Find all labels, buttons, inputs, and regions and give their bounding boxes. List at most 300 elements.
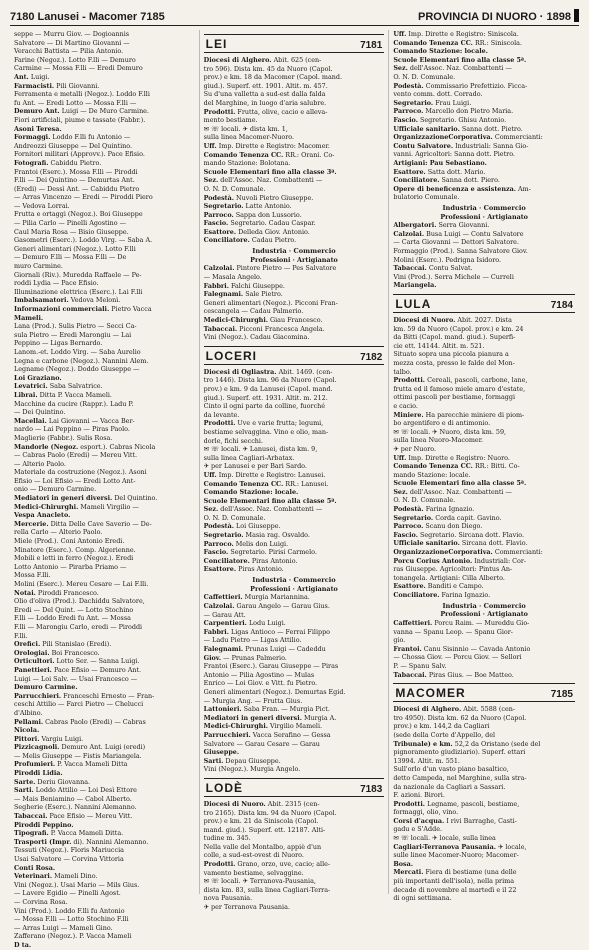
text-line: Veracchi Battista — Pilia Antonio. [14, 47, 124, 56]
text-line: Esattore. Satta dott. Mario. [393, 167, 486, 176]
text-line: Sez. dell'Assoc. Naz. Combattenti — [393, 64, 512, 73]
text-line: dista km. 83, sulla linea Cagliari-Terra- [203, 885, 331, 894]
entry-header-macomer [393, 683, 575, 702]
text-line: seppe — Murru Giov. — Dogioannis [14, 30, 130, 38]
text-line: Panettieri. Pace Efisio — Demuro Ant. [14, 665, 142, 674]
text-line: Tabaccai. Pace Efisio — Mereu Vitt. [14, 812, 133, 821]
text-line: Diocesi di Nuoro. Abit. 2315 (cen- [203, 799, 320, 808]
text-line: Generi alimentari (Negoz.). Demurtas Egid. [203, 687, 346, 696]
text-line: Tabaccai. Contu Salvat. [393, 264, 473, 273]
text-line: Vini (Prod.). Loddo F.lli fu Antonio [14, 906, 125, 915]
text-line: Scuole Elementari fino alla classe 5ª. [393, 479, 527, 488]
text-line: O. N. D. Comunale. [393, 72, 456, 81]
text-line: Podestà. Loi Giuseppe. [203, 522, 281, 531]
text-line: — Vedova Lorrai. [14, 201, 70, 210]
text-line: Giov. — Prunas Palmerio. [203, 653, 287, 662]
text-line: Caffettieri. Murgia Mariannina. [203, 593, 310, 602]
text-line: bo argentifero e di antimonio. [393, 419, 491, 428]
entry-header-lei [204, 34, 385, 53]
text-line: Ufficiale sanitario. Sanna dott. Pietro. [393, 124, 523, 133]
text-line: Frantoi. Canu Sisinnio — Cavada Antonio [393, 644, 531, 653]
text-line: Esattore. Piras Antonio. [203, 565, 284, 574]
text-line: Medici-Chirurghi. Virgilio Mameli. [203, 722, 323, 731]
text-line: onio — Demuro Carmine. [14, 485, 97, 494]
text-line: ✈ per Nuoro. [393, 444, 437, 453]
text-line: Formaggio (Prod.). Sanna Salvatore Giov. [393, 247, 528, 256]
industry-subheading: Professioni · Artigianato [440, 212, 528, 221]
text-line: Imbalsamatori. Vedova Melonì. [14, 296, 121, 305]
text-line: Lattonieri. Saba Fran. — Murgia Pict. [203, 705, 330, 714]
text-line: d'Albino. [14, 708, 43, 717]
industry-heading: Industria · Commercio [442, 203, 526, 212]
text-line: Vini (Negoz.). Usai Mario — Mils Gius. [14, 880, 140, 889]
text-line: Zafferano (Negoz.). P. Vacca Mameli [14, 932, 132, 941]
text-line: Mandorle (Negoz. esport.). Cabras Nicola [14, 442, 156, 451]
text-line: Giuseppe. [203, 748, 240, 757]
header-right-text: PROVINCIA DI NUORO · 1898 [417, 11, 571, 23]
lei-industry-list [204, 264, 385, 341]
town-name: LOCERI [205, 348, 257, 363]
text-line: vamento bestiame, selvaggine. [203, 868, 304, 877]
text-line: Notai. Piroddi Francesco. [14, 588, 99, 597]
text-line: Conti Rosa. [14, 863, 56, 872]
header-right [418, 9, 579, 23]
header-left: 7180 Lanusei - Macomer 7185 [10, 11, 165, 23]
text-line: Medici-Chirurghi. Giau Francesco. [203, 316, 323, 325]
text-line: Prodotti. Uve e varie frutta; legumi, [203, 419, 324, 428]
text-line: Carmine — Mossa F.lli — Eredi Demuro [14, 64, 143, 73]
text-line: Librai. Ditta P. Vacca Mameli. [14, 390, 112, 399]
text-line: Andreozzi Giuseppe — Del Quintino. [14, 141, 133, 150]
text-line: del Marghine, in luogo d'aria salubre. [203, 98, 327, 107]
text-line: bestiame selvaggina. Vino e olio, man- [203, 427, 329, 436]
text-line: Parrucchieri. Vacca Serafino — Gessa [203, 730, 331, 739]
text-line: Antonio — Pilia Agostino — Mulas [203, 670, 315, 679]
text-line: cie ett. 14144. Altit. m. 521. [393, 341, 485, 350]
text-line: ras Giuseppe. Agricoltori: Pintus An- [393, 565, 513, 574]
text-line: Sarti. Loddo Attilio — Loi Desì Ettore [14, 786, 137, 795]
text-line: F.lli — Dei Quintino — Demurtas Ant. [14, 176, 135, 185]
text-line: Lotto Antonio — Pirarba Priamo — [14, 562, 127, 571]
text-line: Esattore. Delleda Giov. Antonio. [203, 227, 310, 236]
industry-heading: Industria · Commercio [252, 576, 336, 585]
text-line: Ant. Luigi. [14, 72, 50, 81]
text-line: Minatore (Eserc.). Comp. Algerienne. [14, 545, 136, 554]
text-line: giud.). Superf. ett. 1901. Altit. m. 457. [203, 81, 328, 90]
text-line: sulla linea Cagliari-Arbatax. [203, 453, 295, 462]
text-line: Podestà. Commissario Prefettizio. Ficca- [393, 81, 528, 90]
text-line: Miniere. Ha parecchie miniere di piom- [393, 410, 525, 419]
text-line: Legna e carbone (Negoz.). Nannini Alem. [14, 356, 149, 365]
text-line: — Mais Beniamino — Cabol Alberto. [14, 794, 132, 803]
text-line: nova Pausania. [203, 894, 253, 903]
text-line: D ta. [14, 940, 32, 949]
text-line: tudine m. 345. [203, 834, 251, 843]
town-code: 7181 [360, 40, 383, 51]
text-line: Comando Tenenza CC. RR.: Siniscola. [393, 38, 522, 47]
text-line: Vespa Anacleto. [14, 511, 71, 520]
text-line: O. N. D. Comunale. [393, 496, 456, 505]
text-line: Sez. dell'Assoc. Naz. Combattenti — [203, 176, 323, 185]
text-line: Maglierie (Fabbr.). Sulis Rosa. [14, 433, 113, 442]
text-line: Orefici. Pili Stanislao (Eredi). [14, 640, 112, 649]
text-line: ottimi pascoli per bestiame, formaggi [393, 393, 516, 402]
text-line: da levante. [203, 410, 240, 419]
text-line: giud.). Superf. ett. 1931. Altit. m. 212. [203, 393, 328, 402]
text-line: Situato sopra una piccola pianura a [393, 350, 509, 359]
text-line: ✉ ☏ locali. ✈ locale, sulla linea [393, 834, 496, 843]
text-line: Diocesi di Ogliastra. Abit. 1469. (cen- [203, 367, 333, 376]
text-line: Trasporti (Impr. di). Nannini Alemanno. [14, 837, 149, 846]
text-line: di ogni settimana. [393, 894, 452, 903]
text-line: Nella valle del Montalbo, appiè d'un [203, 842, 322, 851]
text-line: Falegnami. Prunas Luigi — Cadeddu [203, 645, 326, 653]
column-lanusei-directory [10, 30, 200, 949]
text-line: fu Ant. — Eredi Lotto — Mossa F.lli — [14, 98, 137, 107]
text-line: sulle linee Macomer-Nuoro; Macomer- [393, 851, 519, 860]
text-line: Prodotti. Frutta, olive, cacio e alleva- [203, 107, 328, 116]
page-header [10, 8, 579, 26]
text-line: prov.) e km. 21 da Siniscola (Capol. [203, 817, 319, 826]
text-line: Mariangela. [393, 281, 437, 290]
text-line: Mediatori in generi diversi. Murgia A. [203, 713, 337, 722]
text-line: — Carta Giovanni — Dettori Salvatore. [393, 238, 520, 247]
text-line: nardo — Lai Peppino — Piras Paolo. [14, 425, 130, 434]
text-line: Carpentieri. Lodu Luigi. [203, 619, 286, 628]
text-line: Orticultori. Lotto Ser. — Sanna Luigi. [14, 657, 140, 666]
text-line: Ferramenta e metalli (Negoz.). Loddo F.lli [14, 90, 150, 99]
text-line: Mobili e letti in ferro (Negoz.). Eredi [14, 554, 134, 563]
text-line: Demuro Ant. Luigi — De Muro Carmine. [14, 107, 149, 116]
industry-subheading: Professioni · Artigianato [440, 610, 528, 619]
town-code: 7184 [550, 300, 573, 312]
text-line: Falegnami. Sale Pietro. [203, 290, 283, 299]
text-line: Macchine da cucire (Rappr.). Ladu P. [14, 399, 134, 408]
text-line: Demuro Carmine. [14, 683, 78, 692]
text-line: Mercerie. Ditta Delle Cave Saverio — De- [14, 519, 152, 528]
text-line: Fabbri. Falchi Giuseppe. [203, 281, 285, 290]
text-line: Vini (Negoz.). Murgia Angelo. [203, 765, 301, 774]
text-line: mezza costa, presso le falde del Mon- [393, 358, 515, 367]
text-line: 13994. Altit. m. 551. [393, 756, 460, 765]
column-middle [200, 30, 390, 912]
text-line: Comando Stazione: locale. [393, 47, 488, 56]
text-line: Olio d'oliva (Prod.). Dachiddu Salvatore, [14, 597, 145, 606]
lei-description [204, 56, 385, 245]
text-line: Vini (Negoz.). Cadau Giacomina. [203, 333, 310, 342]
text-line: Fornitori militari (Approvv.). Pace Efisio. [14, 150, 145, 159]
text-line: rella Carlo — Alterio Paolo. [14, 528, 103, 537]
text-line: mando Stazione: Bolotana. [203, 159, 291, 168]
text-line: Pellami. Cabras Paolo (Eredi) — Cabras [14, 717, 146, 726]
page-tab-mark [574, 9, 579, 22]
text-line: Corsi d'acqua. I rivi Barraghe, Casti- [393, 816, 517, 825]
industry-subheading: Professioni · Artigianato [250, 255, 338, 264]
text-line: Molini (Eserc.). Pedrigna Isidoro. [393, 255, 502, 264]
text-line: Conciliatore. Piras Antonio. [203, 556, 298, 565]
text-line: Fabbri. Ligas Antioco — Ferrai Filippo [203, 627, 331, 636]
text-line: Prodotti. Cereali, pascoli, carbone, lane, [393, 376, 528, 385]
text-line: Cinto il ogni parte da colline, fuorché [203, 402, 326, 411]
text-line: O. N. D. Comunale. [203, 513, 266, 522]
text-line: — Garau Att. [203, 610, 246, 619]
text-line: Macellai. Lai Giovanni — Vacca Ber- [14, 416, 135, 425]
text-line: formaggi, olio, vino. [393, 808, 459, 817]
text-line: Mameli. [14, 313, 44, 322]
text-line: Frantoi (Eserc.). Mossa F.lli — Piroddi [14, 167, 138, 176]
text-line: Cagliari-Terranova Pausania. ✈ locale, [393, 842, 527, 851]
text-line: Porcu Corius Antonio. Industriali: Cor- [393, 556, 527, 565]
text-line: Mediatori in generi diversi. Del Quintino. [14, 494, 158, 503]
text-line: Podestà. Farina Ignazio. [393, 505, 475, 514]
text-line: Levatrici. Saba Salvatrice. [14, 382, 103, 391]
text-line: cescangela — Cadau Palmerio. [203, 307, 304, 316]
text-line: Su d'una valletta a sud-est dalla falda [203, 90, 326, 99]
text-line: bulatorio Comunale. [393, 193, 460, 202]
text-line: Segretario. Masia rag. Osvaldo. [203, 531, 310, 540]
text-line: Artigiani: Pau Sebastiano. [393, 158, 487, 167]
text-line: ✈ per Lanusei e per Bari Sardo. [203, 462, 307, 471]
text-line: Pizzicagnoli. Demuro Ant. Luigi (eredi) [14, 743, 146, 752]
text-line: Sarti. Depau Giuseppe. [203, 756, 281, 765]
text-line: muro Carmine. [14, 262, 63, 271]
entry-header-lode [204, 778, 385, 797]
text-line: — Ladu Pietro — Ligas Attilio. [203, 636, 302, 645]
text-line: pignoramento giudiziario). Superf. ettari [393, 748, 526, 757]
text-line: Enrico — Loi Giov. e Vitt. fu Pietro. [203, 679, 318, 688]
text-line: O. N. D. Comunale. [203, 184, 266, 193]
text-line: Uff. Imp. Dirette e Registro: Siniscola. [393, 30, 519, 38]
text-line: ceschi Attilio — Farci Pietro — Chelucci [14, 700, 144, 709]
text-line: prov.) e km. 18 da Macomer (Capol. mand. [203, 73, 343, 82]
text-line: Sull'orlo d'un vasto piano basaltico, [393, 765, 509, 774]
text-line: Peppino — Ligas Bernardo. [14, 339, 103, 348]
text-line: vento comm. dott. Corrado. [393, 90, 483, 99]
text-line: Legname (Negoz.). Doddo Giuseppe — [14, 365, 140, 374]
entry-header-lula [393, 294, 575, 313]
text-line: Diocesi di Alghero. Abit. 5588 (cen- [393, 705, 516, 714]
text-line: Calzolai. Busa Luigi — Contu Salvatore [393, 229, 524, 238]
text-line: Vini (Prod.). Serra Michele — Curreli [393, 272, 514, 281]
text-line: Generi alimentari (Negoz.). Picconi Fran- [203, 298, 338, 307]
text-line: Fotografi. Cabiddu Pietro. [14, 158, 102, 167]
town-name: LODÈ [205, 780, 243, 795]
text-line: — Arras Vincenzo — Eredi — Piroddi Piero [14, 193, 153, 202]
text-line: Opere di beneficenza e assistenza. Am- [393, 184, 531, 193]
text-line: Conciliatore. Cadau Pietro. [203, 236, 297, 245]
text-line: km. 59 da Nuoro (Capol. prov.) e km. 24 [393, 324, 524, 333]
text-line: — Mossa F.lli — Lotto Stochino F.lli [14, 915, 129, 924]
text-line: Veterinari. Mameli Dino. [14, 872, 98, 881]
text-line: Prodotti. Legname, pascoli, bestiame, [393, 799, 520, 808]
text-line: (Eredi) — Dessì Ant. — Cabiddu Pietro [14, 184, 140, 193]
text-line: Uff. Imp. Dirette e Registro: Lanusei. [203, 470, 326, 479]
text-line: — Dei Quintino. [14, 408, 66, 417]
text-line: mand. giud.). Superf. ett. 12187. Alti- [203, 825, 326, 834]
text-line: Scuole Elementari fino alla classe 5ª. [203, 496, 337, 505]
text-line: Lana (Prod.). Sulis Pietro — Secci Ca- [14, 322, 137, 331]
text-line: Conciliatore. Sanna dott. Piero. [393, 176, 500, 185]
text-line: Miele (Prod.). Coni Antonio Eredi. [14, 537, 125, 546]
text-line: tro 1446). Dista km. 96 da Nuoro (Capol. [203, 376, 337, 385]
text-line: Loi Graziano. [14, 373, 62, 382]
text-line: Profumieri. P. Vacca Mameli Ditta [14, 760, 128, 769]
text-line: da Bitti (Capol. mand. giud.). Superfi- [393, 333, 516, 342]
text-line: Tabaccai. Piras Gius. — Boe Matteo. [393, 670, 514, 679]
text-line: Piroddi Peppino. [14, 820, 74, 829]
town-name: LEI [205, 37, 228, 51]
town-name: LULA [395, 297, 432, 312]
text-line: gio. [393, 636, 406, 645]
text-line: ✈ per Terranova Pausania. [203, 903, 290, 912]
lula-description [393, 316, 575, 600]
text-line: Tabaccai. Picconi Francesca Angela. [203, 324, 325, 333]
text-line: — Chossa Giov. — Porcu Giov. — Sellori [393, 653, 522, 662]
text-line: Mercati. Fiera di bestiame (una delle [393, 868, 517, 877]
text-line: — Masala Angelo. [203, 273, 262, 282]
text-line: Mossa F.lli. [14, 571, 51, 580]
text-line: tonangela. Artigiani: Cilla Alberto. [393, 573, 505, 582]
text-line: roddi Lydia — Pace Efisio. [14, 279, 99, 288]
text-line: Albergatori. Serra Giovanni. [393, 221, 490, 230]
text-line: — Melis Giuseppe — Fistis Mariangela. [14, 751, 142, 760]
text-line: Tribunale) e km. 52,2 da Oristano (sede del [393, 739, 541, 748]
text-line: Comando Tenenza CC. RR.: Lanusei. [203, 479, 329, 488]
text-line: Gasometri (Eserc.). Loddo Virg. — Saba A. [14, 236, 153, 245]
text-line: Bosa. [393, 859, 413, 868]
text-line: detto Campeda, nel Marghine, sulla stra- [393, 773, 527, 782]
columns [10, 30, 579, 949]
text-line: Salvatore — Di Martino Giovanni — [14, 38, 130, 47]
text-line: F.lli. [14, 631, 28, 640]
macomer-description [393, 705, 575, 903]
text-line: Medici-Chirurghi. Mameli Virgilio — [14, 502, 139, 511]
text-line: Parroco. Sappa don Lussorio. [203, 210, 302, 219]
text-line: Asoni Teresa. [14, 124, 62, 133]
text-line: Caul Maria Rosa — Bisio Giuseppe. [14, 227, 129, 236]
text-line: Contu Salvatore. Industriali: Sanna Gio- [393, 141, 529, 150]
text-line: Ufficiale sanitario. Sircana dott. Flavio. [393, 539, 528, 548]
text-line: Conciliatore. Farina Ignazio. [393, 591, 491, 600]
text-line: Giornali (Riv.). Muredda Raffaele — Pe- [14, 270, 142, 279]
text-line: Scuole Elementari fino alla classe 5ª. [393, 55, 527, 64]
text-line: mento bestiame. [203, 116, 258, 125]
text-line: Calzolai. Pintore Pietro — Pes Salvatore [203, 264, 337, 273]
text-line: — Demuro F.lli — Mossa F.lli — De [14, 253, 127, 262]
column-right [389, 30, 579, 903]
text-line: Segretario. Corda capit. Gavino. [393, 513, 502, 522]
text-line: Fiori artificiali, piume e tassate (Fabbr.). [14, 115, 146, 124]
text-line: talbo. [393, 367, 412, 376]
text-line: — Arras Luigi — Mameli Gino. [14, 923, 113, 932]
text-line: Parroco. Melis don Luigi. [203, 539, 289, 548]
text-line: dorle, fichi secchi. [203, 436, 263, 445]
text-line: Tessuti (Negoz.). Floris Mariuccia [14, 846, 124, 855]
text-line: Fascio. Segretario. Ghisu Antonio. [393, 115, 507, 124]
text-line: Segherie (Eserc.). Nannini Alemanno. [14, 803, 137, 812]
text-line: P. — Spanu Salv. [393, 661, 447, 670]
text-line: Sez. dell'Assoc. Naz. Combattenti — [393, 487, 512, 496]
text-line: Diocesi di Nuoro. Abit. 2027. Dista [393, 316, 512, 325]
text-line: Lanom.-et. Loddo Virg. — Saba Aurelio [14, 347, 141, 356]
text-line: Formaggi. Loddo F.lli fu Antonio — [14, 133, 131, 142]
text-line: Tipografi. P. Vacca Mameli Ditta. [14, 829, 124, 838]
text-line: vanni. Agricoltori: Sanna dott. Pietro. [393, 150, 515, 159]
text-line: Farmacisti. Pili Giovanni. [14, 81, 100, 90]
lode-continuation [393, 30, 575, 202]
lode-description [204, 800, 385, 912]
industry-subheading: Professioni · Artigianato [250, 584, 338, 593]
town-code: 7183 [360, 783, 383, 795]
text-line: Fascio. Segretario. Sircana dott. Flavio. [393, 530, 525, 539]
town-name: MACOMER [395, 686, 466, 701]
text-line: Scuole Elementari fino alla classe 3ª. [203, 167, 337, 176]
text-line: tro 4950). Dista km. 62 da Nuoro (Capol. [393, 713, 527, 722]
loceri-industry-list [204, 593, 385, 773]
industry-heading: Industria · Commercio [442, 601, 526, 610]
text-line: Prodotti. Grano, orzo, uve, cacio; alle- [203, 860, 331, 869]
text-line: tro 596). Dista km. 45 da Nuoro (Capol. [203, 64, 333, 73]
text-line: sula Pietro — Eredi Marongiu — Lai [14, 330, 132, 339]
text-line: Segretario. Frau Luigi. [393, 98, 472, 107]
text-line: Uff. Imp. Dirette e Registro: Nuoro. [393, 453, 510, 462]
text-line: da nazionale da Cagliari a Sassari. [393, 782, 506, 791]
text-line: sulla linea Macomer-Nuoro. [203, 133, 295, 142]
text-line: Uff. Imp. Dirette e Registro: Macomer. [203, 141, 330, 150]
text-line: Caffettieri. Porcu Raim. — Mureddu Gio- [393, 619, 530, 627]
text-line: — Alterio Paolo. [14, 459, 66, 468]
text-line: F.lli — Loddo Eredi fu Ant. — Mossa [14, 614, 131, 623]
text-line: Generi alimentari (Negoz.). Lotto F.lli [14, 244, 136, 253]
text-line: Segretario. Latte Antonio. [203, 202, 292, 211]
text-line: — Corvina Rosa. [14, 897, 68, 906]
text-line: vanna — Spanu Leop. — Spanu Gior- [393, 627, 513, 636]
text-line: OrganizzazioneCorporativa. Commercianti: [393, 548, 543, 557]
text-line: — Lavere Egidio — Pinelli Agost. [14, 889, 121, 898]
town-code: 7185 [550, 689, 573, 701]
text-line: Eredi — Del Quint. — Lotto Stochino [14, 605, 134, 614]
text-line: Esattore. Banditi e Campo. [393, 582, 484, 591]
text-line: Usai Salvatore — Corvina Vittoria [14, 855, 124, 863]
text-line: Informazioni commerciali. Pietro Vacca [14, 305, 152, 313]
text-line: F. azioni. Birori. [393, 791, 445, 800]
loceri-description [204, 368, 385, 574]
text-line: Comando Tenenza CC. RR.: Orani. Co- [203, 150, 335, 159]
text-line: Parroco. Marcello don Pietro Maria. [393, 107, 514, 116]
text-line: ✉ ☏ locali. ✈ Terranova-Pausania, [203, 877, 316, 886]
text-line: mando Stazione: locale. [393, 470, 471, 479]
text-line: frutta ed il famoso miele amaro d'estate, [393, 384, 526, 393]
text-line: Sarte. Deriu Giovanna. [14, 777, 91, 786]
text-line: Parroco. Scanu don Diego. [393, 522, 483, 531]
text-line: Pittori. Vargiu Luigi. [14, 734, 84, 743]
text-line: OrganizzazioneCorporativa. Commercianti: [393, 133, 543, 142]
text-line: Fascio. Segretario. Pirisi Carmelo. [203, 548, 317, 557]
text-line: Calzolai. Garau Angelo — Garau Gius. [203, 602, 330, 611]
text-line: Frutta e ortaggi (Negoz.). Boi Giuseppe [14, 210, 143, 219]
text-line: Podestà. Nuvoli Pietro Giuseppe. [203, 193, 314, 202]
text-line: sulla linea Nuoro-Macomer. [393, 436, 484, 445]
text-line: (sede della Corte d'Appello, del [393, 730, 496, 739]
text-line: Salvatore — Garau Cesare — Garau [203, 739, 320, 748]
text-line: Efisio — Loi Efisio — Eredi Lotto Ant- [14, 476, 136, 485]
text-line: prov.) e km. 9 da Lanusei (Capol. mand. [203, 384, 333, 393]
text-line: prov.) e km. 144,2 da Cagliari [393, 722, 490, 731]
text-line: Illuminazione elettrica (Eserc.). Lai F.lli [14, 287, 143, 296]
text-line: Frantoi (Eserc.). Garau Giuseppe — Piras [203, 662, 339, 671]
text-line: Luigi — Loi Salv. — Usai Francesco — [14, 674, 138, 683]
entry-header-loceri [204, 346, 385, 365]
